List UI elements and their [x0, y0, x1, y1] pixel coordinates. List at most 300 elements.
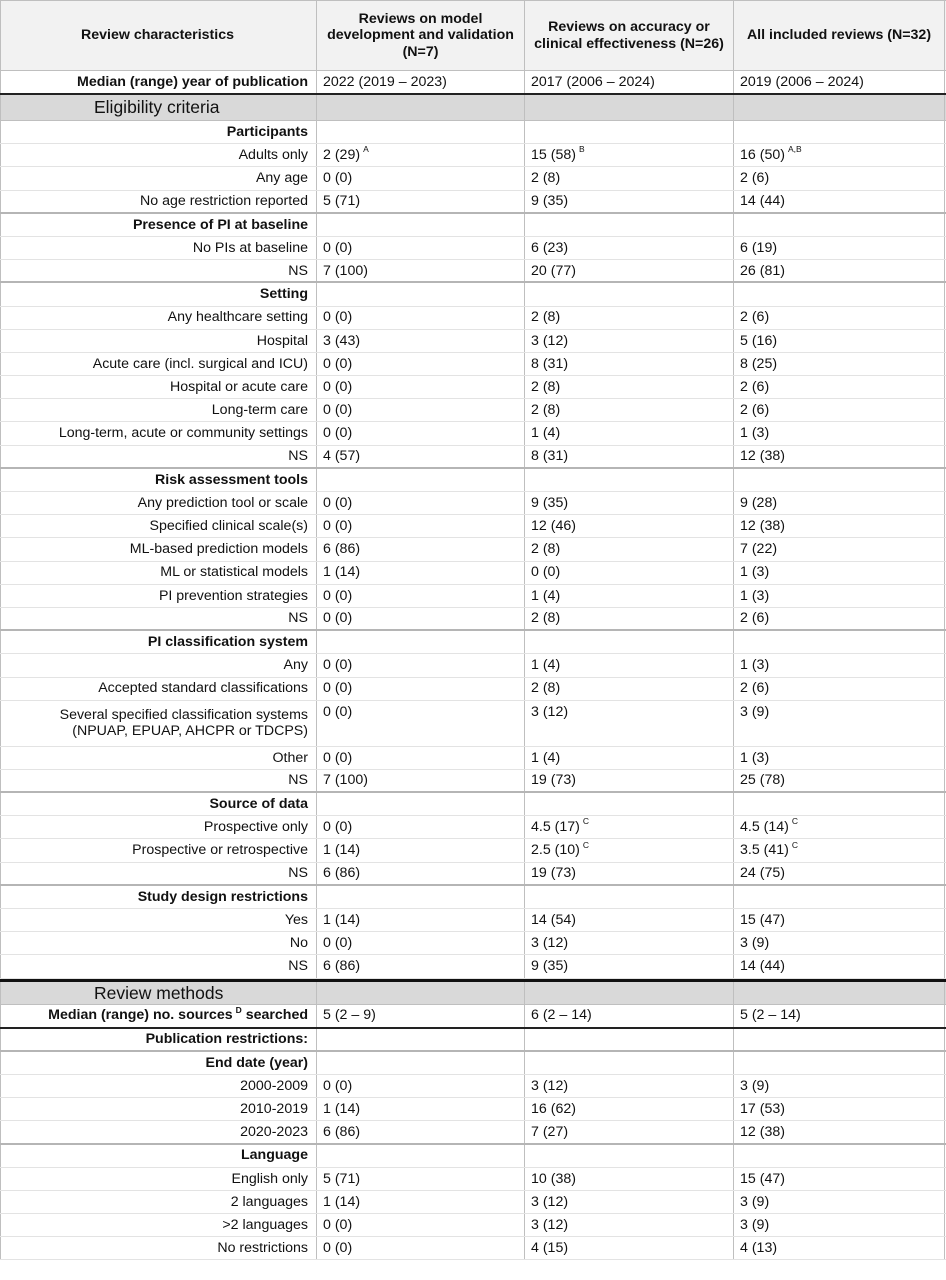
- table-row: [0, 678, 946, 701]
- subheading-label: Publication restrictions:: [0, 1029, 317, 1050]
- cell-value: 2.5 (10): [531, 842, 580, 859]
- value-cell-model: [317, 307, 525, 329]
- value-cell-accuracy: [525, 1121, 734, 1142]
- cell-value: 1 (14): [323, 1101, 361, 1118]
- eligibility-rows: [0, 121, 946, 979]
- value-cell-model: [317, 167, 525, 189]
- value-cell-all: [734, 863, 945, 884]
- table-row: [0, 816, 946, 839]
- cell-value: 8 (25): [740, 355, 778, 372]
- median-sources-all: 5 (2 – 14): [734, 1005, 945, 1027]
- cell-value: 14 (44): [740, 958, 785, 975]
- value-cell-model: [317, 353, 525, 375]
- value-cell-accuracy: [525, 1029, 734, 1050]
- header-accuracy-effectiveness: Reviews on accuracy or clinical effectiveness (N=26): [525, 1, 734, 70]
- row-label: NS: [0, 770, 317, 791]
- value-cell-all: [734, 353, 945, 375]
- cell-value: 17 (53): [740, 1101, 785, 1118]
- value-cell-all: [734, 816, 945, 838]
- cell-value: 1 (4): [531, 749, 561, 766]
- cell-value: 6 (19): [740, 239, 778, 256]
- table-row: [0, 353, 946, 376]
- value-cell-accuracy: [525, 1145, 734, 1167]
- subheading-label: Study design restrictions: [0, 886, 317, 908]
- value-cell-all: [734, 1237, 945, 1259]
- table-row: [0, 1237, 946, 1260]
- cell-value: 8 (31): [531, 355, 569, 372]
- cell-value: 3 (9): [740, 1216, 770, 1233]
- cell-value: 6 (86): [323, 865, 361, 882]
- median-sources-row: [0, 1005, 946, 1029]
- value-cell-all: [734, 1145, 945, 1167]
- table-row: [0, 237, 946, 260]
- cell-value: 2 (8): [531, 610, 561, 627]
- value-cell-accuracy: [525, 654, 734, 676]
- cell-value: 12 (38): [740, 1123, 785, 1140]
- cell-value: 16 (50): [740, 147, 785, 164]
- cell-value: 3 (12): [531, 703, 569, 720]
- value-cell-accuracy: [525, 446, 734, 467]
- table-subheading-row: [0, 469, 946, 492]
- table-row: [0, 376, 946, 399]
- value-cell-all: [734, 608, 945, 629]
- table-row: [0, 701, 946, 747]
- value-cell-accuracy: [525, 214, 734, 236]
- value-cell-accuracy: [525, 585, 734, 607]
- value-cell-all: [734, 654, 945, 676]
- cell-value: 1 (4): [531, 425, 561, 442]
- row-label: 2020-2023: [0, 1121, 317, 1142]
- median-sources-model: 5 (2 – 9): [317, 1005, 525, 1027]
- value-cell-all: [734, 330, 945, 352]
- cell-value: 0 (0): [323, 610, 353, 627]
- value-cell-accuracy: [525, 1214, 734, 1236]
- cell-value: 1 (4): [531, 657, 561, 674]
- value-cell-accuracy: [525, 631, 734, 653]
- median-year-accuracy: 2017 (2006 – 2024): [525, 71, 734, 93]
- cell-value: 3 (43): [323, 332, 361, 349]
- cell-value: 0 (0): [323, 518, 353, 535]
- cell-value: 9 (35): [531, 192, 569, 209]
- value-cell-accuracy: [525, 608, 734, 629]
- cell-value: 7 (100): [323, 772, 368, 789]
- table-row: [0, 1214, 946, 1237]
- header-all-reviews: All included reviews (N=32): [734, 1, 945, 70]
- value-cell-accuracy: [525, 1168, 734, 1190]
- subheading-label: Presence of PI at baseline: [0, 214, 317, 236]
- value-cell-model: [317, 330, 525, 352]
- table-row: [0, 167, 946, 190]
- cell-value: 3 (9): [740, 703, 770, 720]
- value-cell-accuracy: [525, 793, 734, 815]
- value-cell-model: [317, 422, 525, 444]
- cell-value: 15 (47): [740, 911, 785, 928]
- cell-value: 7 (22): [740, 541, 778, 558]
- table-row: [0, 1191, 946, 1214]
- value-cell-accuracy: [525, 932, 734, 954]
- table-row: [0, 562, 946, 585]
- cell-value: 10 (38): [531, 1170, 576, 1187]
- cell-value: 1 (3): [740, 425, 770, 442]
- row-label: Long-term, acute or community settings: [0, 422, 317, 444]
- table-row: [0, 839, 946, 862]
- cell-value: 9 (35): [531, 494, 569, 511]
- value-cell-accuracy: [525, 701, 734, 746]
- table-subheading-row: [0, 631, 946, 654]
- footnote-marker: A: [363, 144, 369, 155]
- cell-value: 2 (6): [740, 680, 770, 697]
- value-cell-all: [734, 167, 945, 189]
- cell-value: 12 (46): [531, 518, 576, 535]
- value-cell-all: [734, 562, 945, 584]
- table-header-row: [0, 0, 946, 71]
- value-cell-model: [317, 492, 525, 514]
- row-label: PI prevention strategies: [0, 585, 317, 607]
- table-row: [0, 654, 946, 677]
- cell-value: 2 (6): [740, 402, 770, 419]
- row-label: Accepted standard classifications: [0, 678, 317, 700]
- value-cell-all: [734, 283, 945, 305]
- value-cell-all: [734, 886, 945, 908]
- footnote-marker: C: [791, 839, 799, 850]
- value-cell-model: [317, 144, 525, 166]
- value-cell-all: [734, 793, 945, 815]
- footnote-marker: C: [791, 816, 799, 827]
- table-row: [0, 399, 946, 422]
- value-cell-model: [317, 515, 525, 537]
- value-cell-model: [317, 678, 525, 700]
- value-cell-all: [734, 214, 945, 236]
- value-cell-accuracy: [525, 562, 734, 584]
- table-row: [0, 1168, 946, 1191]
- value-cell-all: [734, 701, 945, 746]
- value-cell-accuracy: [525, 422, 734, 444]
- cell-value: 3 (9): [740, 1193, 770, 1210]
- value-cell-accuracy: [525, 747, 734, 769]
- value-cell-all: [734, 538, 945, 560]
- value-cell-model: [317, 701, 525, 746]
- cell-value: 7 (27): [531, 1123, 569, 1140]
- table-row: [0, 770, 946, 793]
- cell-value: 1 (14): [323, 1193, 361, 1210]
- row-label: NS: [0, 446, 317, 467]
- row-label: Long-term care: [0, 399, 317, 421]
- review-methods-rows: [0, 1029, 946, 1261]
- value-cell-all: [734, 1191, 945, 1213]
- value-cell-model: [317, 538, 525, 560]
- row-label: ML or statistical models: [0, 562, 317, 584]
- median-year-all: 2019 (2006 – 2024): [734, 71, 945, 93]
- median-sources-accuracy: 6 (2 – 14): [525, 1005, 734, 1027]
- value-cell-model: [317, 955, 525, 977]
- value-cell-model: [317, 1168, 525, 1190]
- cell-value: 0 (0): [323, 378, 353, 395]
- row-label: NS: [0, 608, 317, 629]
- row-label: Any prediction tool or scale: [0, 492, 317, 514]
- median-year-label: Median (range) year of publication: [0, 71, 317, 93]
- cell-value: 0 (0): [323, 587, 353, 604]
- value-cell-accuracy: [525, 955, 734, 977]
- cell-value: 19 (73): [531, 772, 576, 789]
- value-cell-all: [734, 955, 945, 977]
- value-cell-model: [317, 1191, 525, 1213]
- value-cell-accuracy: [525, 770, 734, 791]
- row-label: No PIs at baseline: [0, 237, 317, 259]
- value-cell-model: [317, 654, 525, 676]
- value-cell-accuracy: [525, 469, 734, 491]
- table-row: [0, 863, 946, 886]
- value-cell-model: [317, 839, 525, 861]
- cell-value: 0 (0): [323, 425, 353, 442]
- cell-value: 1 (3): [740, 657, 770, 674]
- cell-value: 0 (0): [323, 1077, 353, 1094]
- value-cell-model: [317, 214, 525, 236]
- table-subheading-row: [0, 1052, 946, 1075]
- value-cell-accuracy: [525, 909, 734, 931]
- value-cell-all: [734, 144, 945, 166]
- cell-value: 0 (0): [323, 703, 353, 720]
- table-row: [0, 260, 946, 283]
- row-label: Any age: [0, 167, 317, 189]
- row-label: Prospective only: [0, 816, 317, 838]
- cell-value: 0 (0): [323, 402, 353, 419]
- cell-value: 8 (31): [531, 448, 569, 465]
- median-sources-label: Median (range) no. sources $^D$ searched: [0, 1005, 317, 1027]
- cell-value: 0 (0): [323, 355, 353, 372]
- value-cell-accuracy: [525, 260, 734, 281]
- cell-value: 2 (6): [740, 378, 770, 395]
- cell-value: 2 (8): [531, 541, 561, 558]
- cell-value: 12 (38): [740, 518, 785, 535]
- value-cell-all: [734, 770, 945, 791]
- value-cell-all: [734, 469, 945, 491]
- subheading-label: Source of data: [0, 793, 317, 815]
- cell-value: 2 (8): [531, 378, 561, 395]
- header-review-characteristics: Review characteristics: [0, 1, 317, 70]
- section-title: Review methods: [0, 982, 317, 1004]
- value-cell-model: [317, 237, 525, 259]
- cell-value: 0 (0): [323, 309, 353, 326]
- value-cell-model: [317, 608, 525, 629]
- value-cell-model: [317, 816, 525, 838]
- table-subheading-row: [0, 793, 946, 816]
- value-cell-all: [734, 121, 945, 143]
- value-cell-model: [317, 886, 525, 908]
- value-cell-all: [734, 909, 945, 931]
- table-subheading-row: [0, 1029, 946, 1052]
- subheading-label: Language: [0, 1145, 317, 1167]
- row-label: >2 languages: [0, 1214, 317, 1236]
- row-label: Adults only: [0, 144, 317, 166]
- cell-value: 0 (0): [531, 564, 561, 581]
- cell-value: 20 (77): [531, 262, 576, 279]
- value-cell-accuracy: [525, 678, 734, 700]
- cell-value: 7 (100): [323, 262, 368, 279]
- value-cell-all: [734, 839, 945, 861]
- cell-value: 14 (44): [740, 192, 785, 209]
- cell-value: 3 (12): [531, 332, 569, 349]
- row-label: Hospital: [0, 330, 317, 352]
- value-cell-accuracy: [525, 307, 734, 329]
- cell-value: 3 (12): [531, 1216, 569, 1233]
- cell-value: 2 (8): [531, 309, 561, 326]
- cell-value: 4.5 (17): [531, 819, 580, 836]
- value-cell-model: [317, 191, 525, 212]
- value-cell-all: [734, 1075, 945, 1097]
- value-cell-all: [734, 492, 945, 514]
- value-cell-model: [317, 747, 525, 769]
- section-title: Eligibility criteria: [0, 95, 317, 120]
- table-row: [0, 909, 946, 932]
- cell-value: 9 (35): [531, 958, 569, 975]
- table-row: [0, 932, 946, 955]
- value-cell-all: [734, 376, 945, 398]
- cell-value: 0 (0): [323, 1240, 353, 1257]
- value-cell-accuracy: [525, 839, 734, 861]
- value-cell-accuracy: [525, 538, 734, 560]
- cell-value: 1 (14): [323, 911, 361, 928]
- value-cell-model: [317, 1098, 525, 1120]
- cell-value: 15 (47): [740, 1170, 785, 1187]
- value-cell-accuracy: [525, 886, 734, 908]
- table-subheading-row: [0, 1145, 946, 1168]
- row-label: Several specified classification systems (NPUAP, EPUAP, AHCPR or TDCPS): [0, 701, 317, 746]
- table-row: [0, 144, 946, 167]
- cell-value: 0 (0): [323, 935, 353, 952]
- cell-value: 1 (3): [740, 564, 770, 581]
- value-cell-model: [317, 793, 525, 815]
- value-cell-model: [317, 932, 525, 954]
- cell-value: 4 (13): [740, 1240, 778, 1257]
- value-cell-model: [317, 446, 525, 467]
- value-cell-model: [317, 770, 525, 791]
- row-label: NS: [0, 955, 317, 977]
- value-cell-model: [317, 1121, 525, 1142]
- value-cell-accuracy: [525, 1075, 734, 1097]
- value-cell-accuracy: [525, 515, 734, 537]
- cell-value: 1 (4): [531, 587, 561, 604]
- subheading-label: End date (year): [0, 1052, 317, 1074]
- cell-value: 25 (78): [740, 772, 785, 789]
- value-cell-all: [734, 631, 945, 653]
- table-subheading-row: [0, 121, 946, 144]
- value-cell-accuracy: [525, 1052, 734, 1074]
- row-label: NS: [0, 863, 317, 884]
- footnote-marker: B: [578, 144, 585, 155]
- table-row: [0, 608, 946, 631]
- cell-value: 0 (0): [323, 657, 353, 674]
- cell-value: 5 (71): [323, 1170, 361, 1187]
- value-cell-model: [317, 585, 525, 607]
- subheading-label: Participants: [0, 121, 317, 143]
- value-cell-model: [317, 863, 525, 884]
- value-cell-model: [317, 121, 525, 143]
- row-label: Prospective or retrospective: [0, 839, 317, 861]
- value-cell-accuracy: [525, 1098, 734, 1120]
- value-cell-all: [734, 1052, 945, 1074]
- value-cell-model: [317, 1145, 525, 1167]
- value-cell-model: [317, 376, 525, 398]
- value-cell-accuracy: [525, 353, 734, 375]
- cell-value: 3 (9): [740, 935, 770, 952]
- value-cell-all: [734, 1098, 945, 1120]
- value-cell-all: [734, 1121, 945, 1142]
- value-cell-all: [734, 585, 945, 607]
- cell-value: 6 (86): [323, 958, 361, 975]
- cell-value: 2 (8): [531, 170, 561, 187]
- cell-value: 19 (73): [531, 865, 576, 882]
- value-cell-accuracy: [525, 1191, 734, 1213]
- footnote-marker: C: [582, 816, 590, 827]
- cell-value: 2 (8): [531, 680, 561, 697]
- cell-value: 0 (0): [323, 819, 353, 836]
- cell-value: 2 (6): [740, 610, 770, 627]
- value-cell-model: [317, 631, 525, 653]
- value-cell-model: [317, 260, 525, 281]
- row-label: Other: [0, 747, 317, 769]
- value-cell-model: [317, 1052, 525, 1074]
- cell-value: 2 (29): [323, 147, 361, 164]
- cell-value: 15 (58): [531, 147, 576, 164]
- value-cell-accuracy: [525, 330, 734, 352]
- cell-value: 0 (0): [323, 494, 353, 511]
- value-cell-model: [317, 1075, 525, 1097]
- cell-value: 2 (8): [531, 402, 561, 419]
- subheading-label: PI classification system: [0, 631, 317, 653]
- value-cell-all: [734, 399, 945, 421]
- cell-value: 6 (86): [323, 1123, 361, 1140]
- cell-value: 16 (62): [531, 1101, 576, 1118]
- cell-value: 12 (38): [740, 448, 785, 465]
- cell-value: 6 (86): [323, 541, 361, 558]
- row-label: Any: [0, 654, 317, 676]
- table-row: [0, 307, 946, 330]
- row-label: Any healthcare setting: [0, 307, 317, 329]
- value-cell-model: [317, 283, 525, 305]
- value-cell-accuracy: [525, 399, 734, 421]
- cell-value: 5 (16): [740, 332, 778, 349]
- cell-value: 24 (75): [740, 865, 785, 882]
- footnote-marker: A,B: [787, 144, 802, 155]
- table-row: [0, 747, 946, 770]
- row-label: No restrictions: [0, 1237, 317, 1259]
- table-row: [0, 1075, 946, 1098]
- value-cell-accuracy: [525, 191, 734, 212]
- row-label: Acute care (incl. surgical and ICU): [0, 353, 317, 375]
- table-subheading-row: [0, 886, 946, 909]
- value-cell-all: [734, 515, 945, 537]
- value-cell-accuracy: [525, 816, 734, 838]
- row-label: 2000-2009: [0, 1075, 317, 1097]
- value-cell-accuracy: [525, 237, 734, 259]
- cell-value: 6 (23): [531, 239, 569, 256]
- value-cell-accuracy: [525, 376, 734, 398]
- table-row: [0, 538, 946, 561]
- value-cell-model: [317, 1029, 525, 1050]
- value-cell-accuracy: [525, 1237, 734, 1259]
- table-row: [0, 330, 946, 353]
- cell-value: 2 (6): [740, 309, 770, 326]
- table-row: [0, 492, 946, 515]
- table-row: [0, 422, 946, 445]
- value-cell-accuracy: [525, 283, 734, 305]
- cell-value: 1 (14): [323, 842, 361, 859]
- cell-value: 4 (57): [323, 448, 361, 465]
- row-label: No: [0, 932, 317, 954]
- table-subheading-row: [0, 283, 946, 306]
- row-label: English only: [0, 1168, 317, 1190]
- header-model-development: Reviews on model development and validation (N=7): [317, 1, 525, 70]
